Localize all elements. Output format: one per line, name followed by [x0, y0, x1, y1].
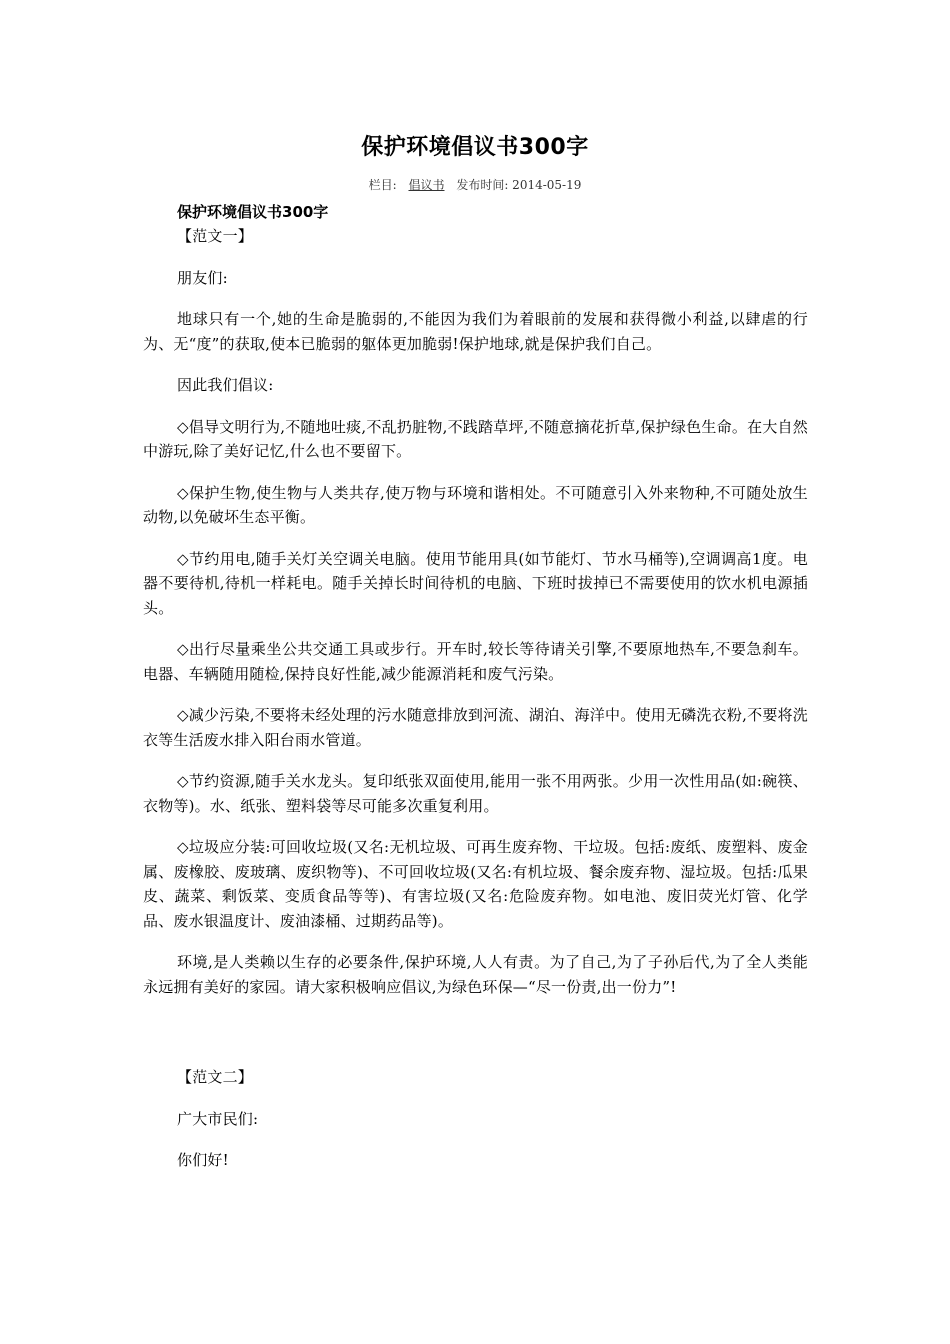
section-heading-1: 【范文一】 — [177, 227, 254, 245]
proposal-item: ◇减少污染,不要将未经处理的污水随意排放到河流、湖泊、海洋中。使用无磷洗衣粉,不要将洗衣等生活废水排入阳台雨水管道。 — [143, 706, 808, 749]
salutation: 朋友们: — [177, 268, 228, 287]
paragraph: 地球只有一个,她的生命是脆弱的,不能因为我们为着眼前的发展和获得微小利益,以肆虐的行为、无“度”的获取,使本已脆弱的躯体更加脆弱!保护地球,就是保护我们自己。 — [143, 310, 808, 353]
proposal-item: ◇出行尽量乘坐公共交通工具或步行。开车时,较长等待请关引擎,不要原地热车,不要急刹车。电器、车辆随用随检,保持良好性能,减少能源消耗和废气污染。 — [143, 640, 808, 683]
proposal-item: ◇节约用电,随手关灯关空调关电脑。使用节能用具(如节能灯、节水马桶等),空调调高1度。电器不要待机,待机一样耗电。随手关掉长时间待机的电脑、下班时拔掉已不需要使用的饮水机电源插头。 — [143, 549, 808, 617]
proposal-item: ◇保护生物,使生物与人类共存,使万物与环境和谐相处。不可随意引入外来物种,不可随处放生动物,以免破坏生态平衡。 — [143, 483, 808, 526]
article-subtitle: 保护环境倡议书300字 — [177, 203, 329, 221]
column-label: 栏目: — [368, 178, 397, 192]
article-body — [143, 200, 808, 1173]
paragraph: 因此我们倡议: — [177, 376, 274, 394]
paragraph: 环境,是人类赖以生存的必要条件,保护环境,人人有责。为了自己,为了子孙后代,为了全人类能永远拥有美好的家园。请大家积极响应倡议,为绿色环保—“尽一份责,出一份力”! — [143, 953, 808, 996]
proposal-item: ◇倡导文明行为,不随地吐痰,不乱扔脏物,不践踏草坪,不随意摘花折草,保护绿色生命。在大自然中游玩,除了美好记忆,什么也不要留下。 — [143, 417, 808, 460]
proposal-item: ◇垃圾应分装:可回收垃圾(又名:无机垃圾、可再生废弃物、干垃圾。包括:废纸、废塑料、废金属、废橡胶、废玻璃、废织物等)、不可回收垃圾(又名:有机垃圾、餐余废弃物、湿垃圾。包括:瓜果皮、蔬菜、剩饭菜、变质食品等等)、有害垃圾(又名:危险废弃物。如电池、废旧荧光灯管、化学品、废水银温度计、废油漆桶、过期药品等)。 — [143, 838, 808, 930]
article-meta — [0, 176, 950, 194]
salutation: 广大市民们: — [177, 1109, 259, 1128]
section-heading-2: 【范文二】 — [177, 1068, 254, 1086]
page-title: 保护环境倡议书300字 — [361, 135, 589, 160]
column-link[interactable]: 倡议书 — [408, 178, 445, 192]
proposal-item: ◇节约资源,随手关水龙头。复印纸张双面使用,能用一张不用两张。少用一次性用品(如:碗筷、衣物等)。水、纸张、塑料袋等尽可能多次重复利用。 — [143, 772, 808, 815]
greeting: 你们好! — [177, 1151, 229, 1169]
publish-date: 发布时间: 2014-05-19 — [456, 178, 582, 192]
